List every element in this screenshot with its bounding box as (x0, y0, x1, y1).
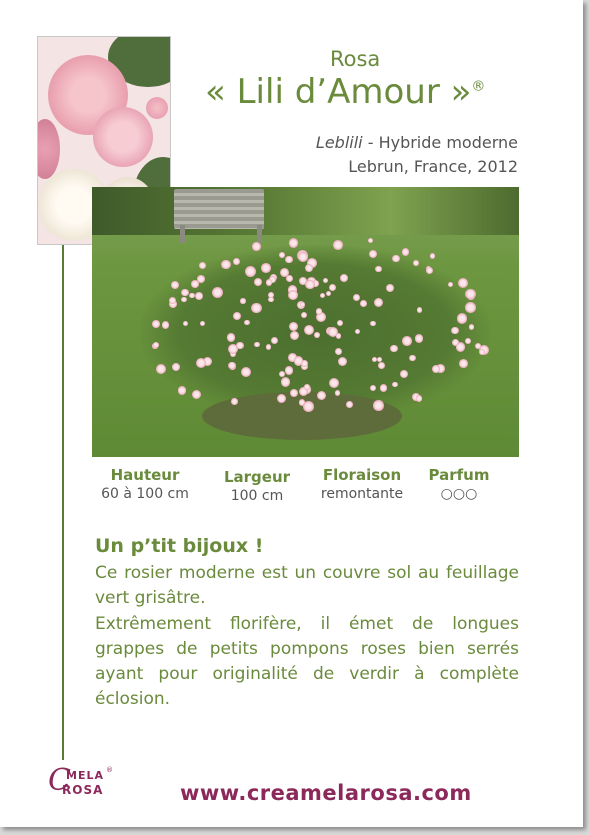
stat-fragrance-value: ○○○ (440, 486, 478, 502)
breeder-line: Lebrun, France, 2012 (348, 157, 518, 176)
stat-height-label: Hauteur (110, 466, 180, 484)
stat-width (217, 468, 297, 506)
logo-mela: MELA (66, 769, 104, 782)
vertical-accent-line (62, 240, 64, 760)
creamelarosa-logo (48, 763, 118, 803)
genus-label: Rosa (330, 47, 381, 71)
stat-flowering-label: Floraison (322, 466, 402, 484)
stat-fragrance-label: Parfum (428, 466, 490, 484)
rose-type: - Hybride moderne (362, 133, 518, 152)
stat-height (95, 466, 195, 504)
logo-letter-c: C (48, 763, 71, 798)
stat-width-label: Largeur (223, 468, 291, 486)
description-paragraph-2: Extrêmement florifère, il émet de longues grappes de petits pompons roses bien serrés ayant pour originalité de verdir à complète éclosion. (95, 614, 519, 709)
description-heading: Un p’tit bijoux ! (95, 535, 264, 557)
logo-registered: ® (106, 766, 113, 774)
stat-fragrance (424, 466, 494, 504)
description-paragraph-1: Ce rosier moderne est un couvre sol au feuillage vert grisâtre. (95, 563, 519, 608)
code-and-type (280, 133, 518, 152)
stat-flowering-value: remontante (320, 486, 404, 502)
code-name: Leblili (315, 133, 363, 152)
stat-flowering (312, 466, 412, 504)
rose-name-title (205, 72, 485, 112)
rose-name: « Lili d’Amour » (205, 72, 472, 112)
rose-bush-photo (92, 187, 519, 457)
website-link[interactable]: www.creamelarosa.com (180, 781, 472, 805)
stat-height-value: 60 à 100 cm (101, 486, 189, 502)
trademark-symbol: ® (471, 78, 486, 95)
stat-width-value: 100 cm (230, 488, 284, 504)
logo-rosa: ROSA (62, 783, 104, 797)
